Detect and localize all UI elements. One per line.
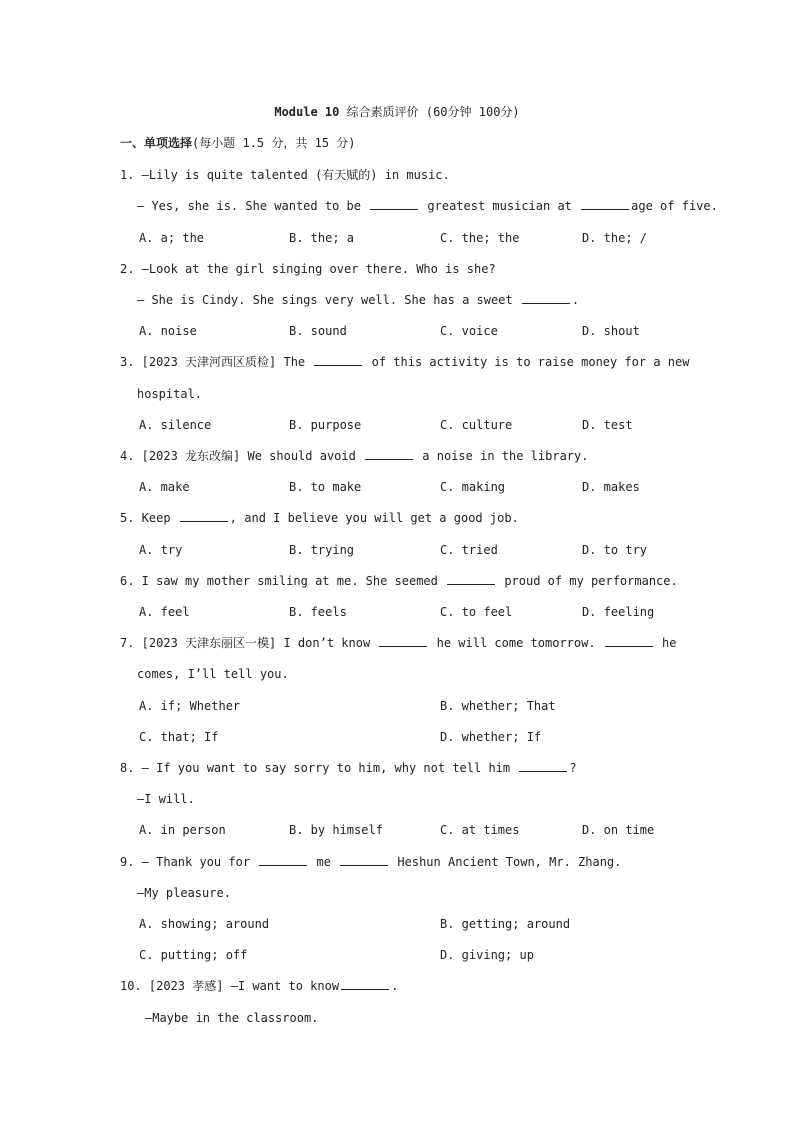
- question-1-line-2: [137, 198, 718, 214]
- question-9-line-2: —My pleasure.: [137, 886, 231, 900]
- question-9-stem: [120, 854, 621, 870]
- question-9-option-a[interactable]: A. showing; around: [139, 917, 270, 931]
- title-module: Module 10: [274, 105, 340, 119]
- question-3-line-2: hospital.: [137, 387, 203, 401]
- question-7-option-d[interactable]: D. whether; If: [440, 730, 542, 744]
- question-4-option-d[interactable]: D. makes: [582, 480, 640, 494]
- question-3-option-d[interactable]: D. test: [582, 418, 633, 432]
- question-2-option-b[interactable]: B. sound: [289, 324, 347, 338]
- question-10-line-2: —Maybe in the classroom.: [145, 1011, 319, 1025]
- question-10-part-a: 10. [2023 孝感] —I want to know: [120, 979, 340, 993]
- answer-blank[interactable]: [259, 854, 307, 866]
- question-1-part-c: age of five.: [631, 199, 718, 213]
- question-5-option-d[interactable]: D. to try: [582, 543, 648, 557]
- question-7-part-c: he: [654, 636, 677, 650]
- question-8-part-b: ?: [569, 761, 577, 775]
- section-heading-label: 一、单项选择: [120, 136, 193, 150]
- question-4-part-a: 4. [2023 龙东改编] We should avoid: [120, 449, 364, 463]
- question-1-part-b: greatest musician at: [420, 199, 580, 213]
- question-1-part-a: — Yes, she is. She wanted to be: [137, 199, 369, 213]
- question-2-part-b: .: [571, 293, 580, 307]
- answer-blank[interactable]: [522, 292, 570, 304]
- question-6-option-c[interactable]: C. to feel: [440, 605, 513, 619]
- question-9-part-a: 9. — Thank you for: [120, 855, 258, 869]
- answer-blank[interactable]: [314, 354, 362, 366]
- question-7-part-a: 7. [2023 天津东丽区一模] I don’t know: [120, 636, 378, 650]
- question-5-part-a: 5. Keep: [120, 511, 178, 525]
- question-9-part-c: Heshun Ancient Town, Mr. Zhang.: [390, 855, 622, 869]
- answer-blank[interactable]: [341, 978, 389, 990]
- question-1-stem: 1. —Lily is quite talented (有天赋的) in music.: [120, 168, 450, 182]
- question-5-part-b: , and I believe you will get a good job.: [229, 511, 519, 525]
- question-1-option-c[interactable]: C. the; the: [440, 231, 520, 245]
- section-note: (每小题 1.5 分，共 15 分): [192, 136, 356, 150]
- question-2-option-c[interactable]: C. voice: [440, 324, 498, 338]
- question-10-stem: [120, 978, 398, 994]
- question-4-part-b: a noise in the library.: [415, 449, 589, 463]
- question-4-stem: [120, 448, 588, 464]
- answer-blank[interactable]: [519, 760, 567, 772]
- question-8-option-a[interactable]: A. in person: [139, 823, 226, 837]
- question-2-stem: 2. —Look at the girl singing over there. Who is she?: [120, 262, 496, 276]
- question-5-option-a[interactable]: A. try: [139, 543, 183, 557]
- section-heading: [120, 135, 356, 151]
- question-6-option-d[interactable]: D. feeling: [582, 605, 655, 619]
- question-9-option-d[interactable]: D. giving; up: [440, 948, 534, 962]
- answer-blank[interactable]: [605, 635, 653, 647]
- question-5-stem: [120, 510, 519, 526]
- answer-blank[interactable]: [340, 854, 388, 866]
- question-8-stem: [120, 760, 577, 776]
- question-8-line-2: —I will.: [137, 792, 195, 806]
- question-3-part-b: of this activity is to raise money for a new: [364, 355, 690, 369]
- answer-blank[interactable]: [180, 510, 228, 522]
- question-10-part-b: .: [391, 979, 399, 993]
- question-6-option-b[interactable]: B. feels: [289, 605, 347, 619]
- question-4-option-b[interactable]: B. to make: [289, 480, 362, 494]
- question-6-part-b: proud of my performance.: [497, 574, 678, 588]
- question-7-option-b[interactable]: B. whether; That: [440, 699, 556, 713]
- question-6-part-a: 6. I saw my mother smiling at me. She seemed: [120, 574, 446, 588]
- question-9-option-b[interactable]: B. getting; around: [440, 917, 571, 931]
- question-8-part-a: 8. — If you want to say sorry to him, why not tell him: [120, 761, 518, 775]
- question-7-stem: [120, 635, 676, 651]
- question-7-part-b: he will come tomorrow.: [429, 636, 603, 650]
- question-2-part-a: — She is Cindy. She sings very well. She has a sweet: [137, 293, 520, 307]
- question-7-option-c[interactable]: C. that; If: [139, 730, 219, 744]
- answer-blank[interactable]: [581, 198, 629, 210]
- question-3-stem: [120, 354, 689, 370]
- question-6-stem: [120, 573, 678, 589]
- question-2-option-a[interactable]: A. noise: [139, 324, 197, 338]
- question-1-option-b[interactable]: B. the; a: [289, 231, 355, 245]
- question-2-line-2: [137, 292, 579, 308]
- question-4-option-c[interactable]: C. making: [440, 480, 506, 494]
- question-8-option-b[interactable]: B. by himself: [289, 823, 383, 837]
- question-3-option-c[interactable]: C. culture: [440, 418, 513, 432]
- answer-blank[interactable]: [379, 635, 427, 647]
- question-7-option-a[interactable]: A. if; Whether: [139, 699, 241, 713]
- question-5-option-c[interactable]: C. tried: [440, 543, 498, 557]
- page-title: [0, 104, 794, 120]
- question-1-option-d[interactable]: D. the; /: [582, 231, 648, 245]
- question-4-option-a[interactable]: A. make: [139, 480, 190, 494]
- question-8-option-c[interactable]: C. at times: [440, 823, 520, 837]
- question-5-option-b[interactable]: B. trying: [289, 543, 355, 557]
- question-8-option-d[interactable]: D. on time: [582, 823, 655, 837]
- question-1-option-a[interactable]: A. a; the: [139, 231, 205, 245]
- question-9-part-b: me: [309, 855, 339, 869]
- question-6-option-a[interactable]: A. feel: [139, 605, 190, 619]
- question-2-option-d[interactable]: D. shout: [582, 324, 640, 338]
- question-3-option-a[interactable]: A. silence: [139, 418, 212, 432]
- question-3-part-a: 3. [2023 天津河西区质检] The: [120, 355, 313, 369]
- answer-blank[interactable]: [365, 448, 413, 460]
- answer-blank[interactable]: [447, 573, 495, 585]
- question-3-option-b[interactable]: B. purpose: [289, 418, 362, 432]
- answer-blank[interactable]: [370, 198, 418, 210]
- title-subtitle: 综合素质评价 (60分钟 100分): [339, 105, 520, 119]
- question-9-option-c[interactable]: C. putting; off: [139, 948, 248, 962]
- question-7-line-2: comes, I’ll tell you.: [137, 667, 289, 681]
